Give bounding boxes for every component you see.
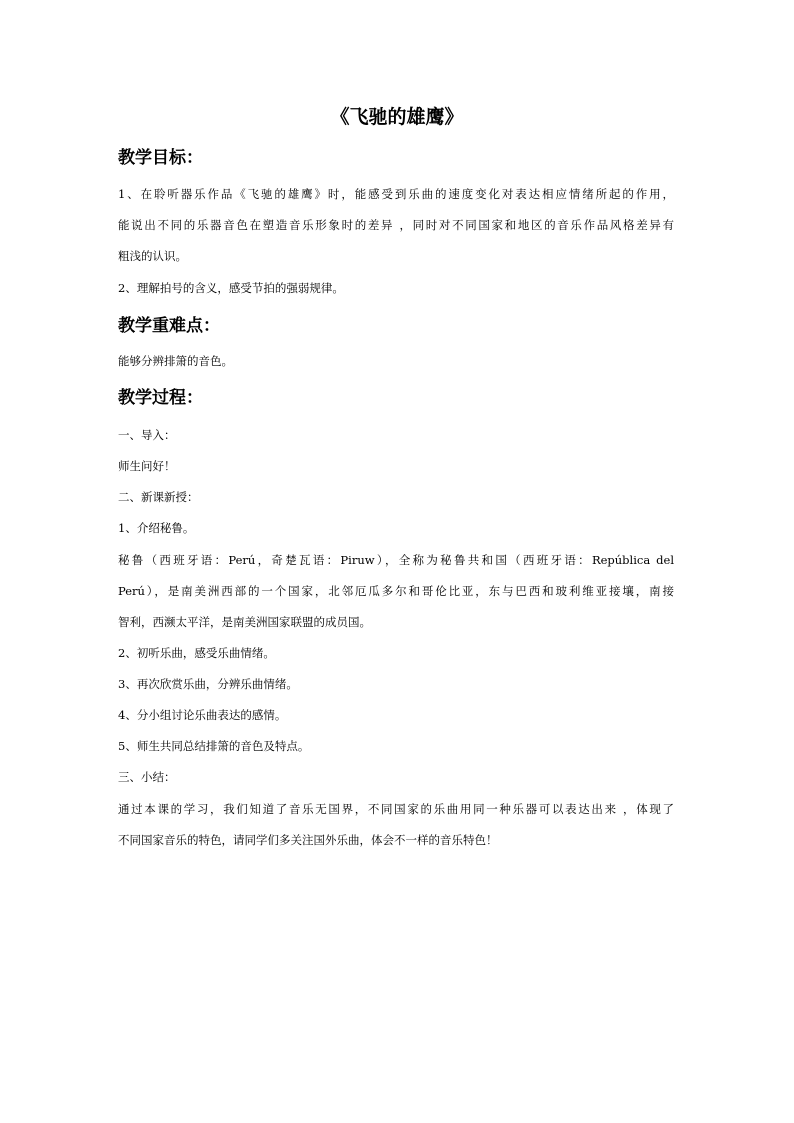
process-heading: 教学过程： xyxy=(118,388,203,408)
intro-heading: 一、导入： xyxy=(118,428,176,442)
objective-1-line-2: 能说出不同的乐器音色在塑造音乐形象时的差异 ，同时对不同国家和地区的音乐作品风格差异有 xyxy=(118,218,674,232)
objectives-heading: 教学目标： xyxy=(118,148,203,168)
objective-2: 2、理解拍号的含义，感受节拍的强弱规律。 xyxy=(118,281,344,295)
summary-heading: 三、小结： xyxy=(118,770,176,784)
step-1: 1、介绍秘鲁。 xyxy=(118,521,195,535)
document-title: 《飞驰的雄鹰》 xyxy=(330,106,464,128)
step-2: 2、初听乐曲，感受乐曲情绪。 xyxy=(118,646,275,660)
key-points-text: 能够分辨排箫的音色。 xyxy=(118,354,233,368)
new-lesson-heading: 二、新课新授： xyxy=(118,490,199,504)
peru-line-2: Perú），是南美洲西部的一个国家，北邻厄瓜多尔和哥伦比亚，东与巴西和玻利维亚接壤，南接 xyxy=(118,584,674,598)
peru-line-1: 秘鲁（西班牙语：Perú，奇楚瓦语：Piruw），全称为秘鲁共和国（西班牙语：República del xyxy=(118,553,674,567)
step-3: 3、再次欣赏乐曲，分辨乐曲情绪。 xyxy=(118,677,298,691)
peru-line-3: 智利，西濒太平洋，是南美洲国家联盟的成员国。 xyxy=(118,615,371,629)
objective-1-line-3: 粗浅的认识。 xyxy=(118,249,187,263)
step-4: 4、分小组讨论乐曲表达的感情。 xyxy=(118,708,287,722)
summary-line-2: 不同国家音乐的特色，请同学们多关注国外乐曲，体会不一样的音乐特色！ xyxy=(118,833,498,847)
objective-1-line-1: 1、在聆听器乐作品《飞驰的雄鹰》时，能感受到乐曲的速度变化对表达相应情绪所起的作用， xyxy=(118,187,674,201)
step-5: 5、师生共同总结排箫的音色及特点。 xyxy=(118,739,310,753)
summary-line-1: 通过本课的学习，我们知道了音乐无国界，不同国家的乐曲用同一种乐器可以表达出来 ，体现了 xyxy=(118,802,674,816)
key-points-heading: 教学重难点： xyxy=(118,316,220,336)
intro-text: 师生问好！ xyxy=(118,459,176,473)
